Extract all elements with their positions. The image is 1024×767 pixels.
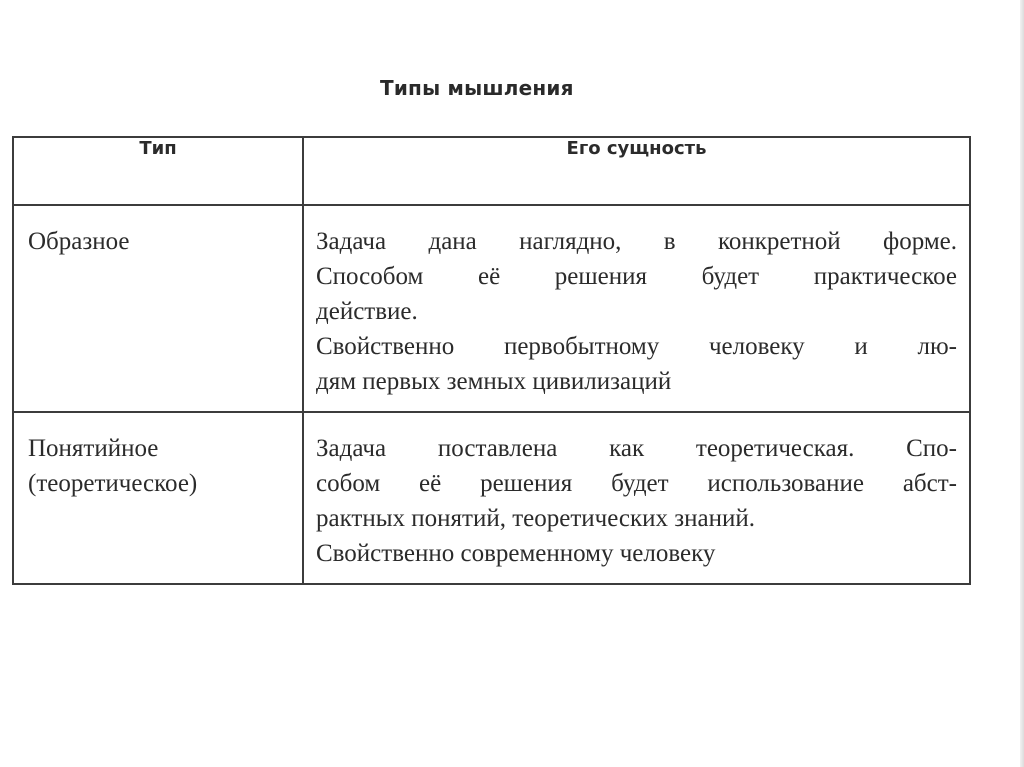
essence-line: действие.	[316, 298, 418, 325]
essence-line: собом её решения будет использование абст-	[316, 470, 957, 497]
header-type: Тип	[13, 137, 303, 205]
page-edge-shadow	[1020, 0, 1024, 767]
table-row	[13, 412, 970, 584]
type-line: Понятийное	[28, 435, 159, 462]
essence-line: дям первых земных цивилизаций	[316, 368, 672, 395]
table-row	[13, 205, 970, 412]
thinking-types-table	[12, 136, 971, 585]
type-cell-conceptual	[13, 412, 303, 584]
essence-line: Способом её решения будет практическое	[316, 263, 957, 290]
essence-line: рактных понятий, теоретических знаний.	[316, 505, 756, 532]
essence-cell-conceptual	[303, 412, 970, 584]
type-line: Образное	[28, 228, 130, 255]
table-header-row	[13, 137, 970, 205]
essence-line: Задача поставлена как теоретическая. Спо-	[316, 435, 957, 462]
header-essence: Его сущность	[303, 137, 970, 205]
essence-cell-figurative	[303, 205, 970, 412]
essence-line: Свойственно современному человеку	[316, 540, 716, 567]
essence-line: Задача дана наглядно, в конкретной форме.	[316, 228, 957, 255]
type-line: (теоретическое)	[28, 470, 198, 497]
essence-line: Свойственно первобытному человеку и лю-	[316, 333, 957, 360]
page-title: Типы мышления	[380, 76, 574, 100]
type-cell-figurative	[13, 205, 303, 412]
